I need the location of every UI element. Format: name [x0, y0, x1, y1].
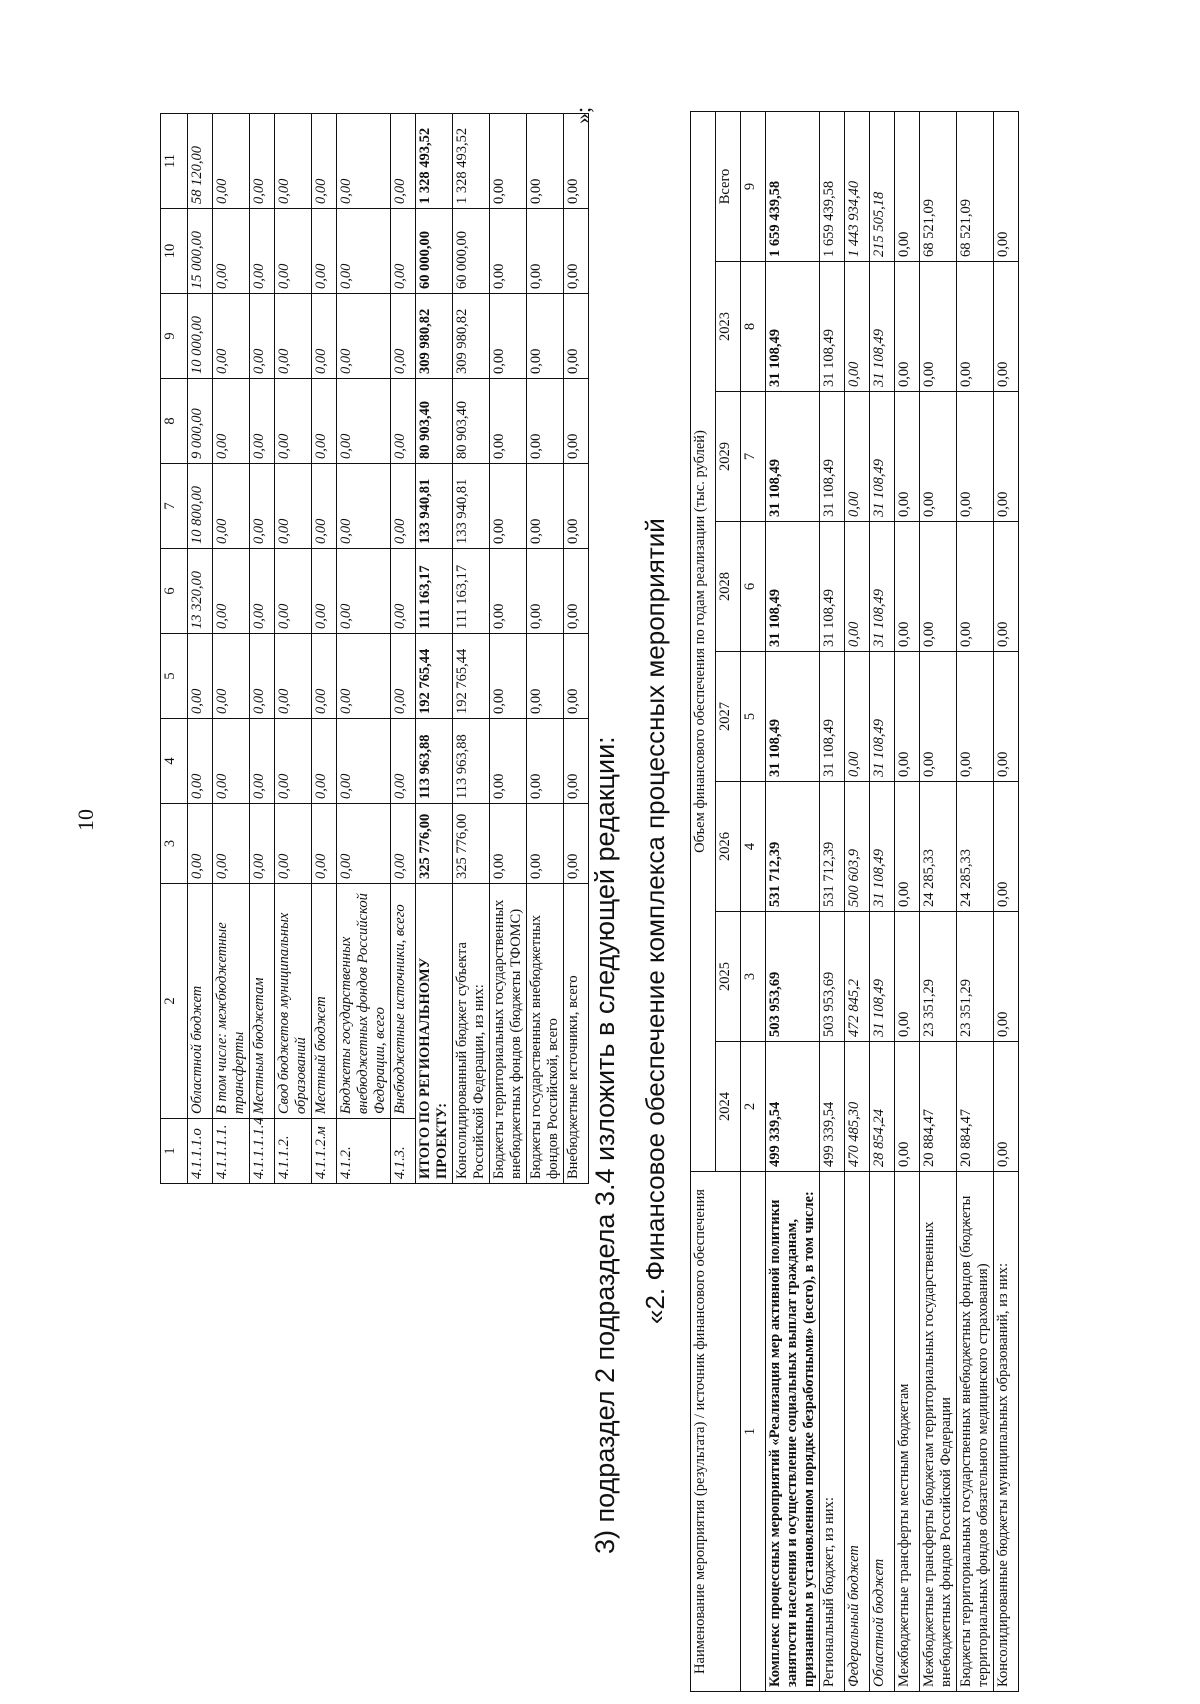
table-row: [957, 111, 994, 1691]
value-cell: 1 328 493,52: [453, 114, 490, 209]
table-row: [275, 114, 312, 1184]
value-cell: 0,00: [895, 392, 920, 522]
value-cell: 31 108,49: [820, 262, 845, 392]
value-cell: 0,00: [250, 634, 275, 719]
value-cell: 0,00: [527, 804, 564, 884]
value-cell: 0,00: [957, 522, 994, 652]
value-cell: 0,00: [213, 294, 250, 379]
value-cell: 325 776,00: [416, 804, 453, 884]
row-code-cell: 4.1.1.1.1.4: [250, 1119, 275, 1184]
value-cell: 503 953,69: [820, 912, 845, 1042]
header-cell: 4: [161, 719, 188, 804]
value-cell: 0,00: [994, 912, 1019, 1042]
value-cell: 0,00: [275, 464, 312, 549]
value-cell: 0,00: [490, 379, 527, 464]
value-cell: 10 800,00: [188, 464, 213, 549]
value-cell: 531 712,39: [766, 782, 820, 912]
value-cell: 499 339,54: [766, 1042, 820, 1172]
header-cell: 7: [161, 464, 188, 549]
value-cell: 1 443 934,40: [845, 111, 870, 261]
row-name-cell: Бюджеты территориальных государственных внебюджетных фондов (бюджеты ТФОМС): [490, 884, 527, 1184]
value-cell: 0,00: [994, 111, 1019, 261]
row-name-cell: Областной бюджет: [870, 1172, 895, 1692]
value-cell: 24 285,33: [920, 782, 957, 912]
value-cell: 0,00: [312, 464, 337, 549]
value-cell: 0,00: [895, 522, 920, 652]
value-cell: 0,00: [994, 782, 1019, 912]
value-cell: 9 000,00: [188, 379, 213, 464]
value-cell: 1 659 439,58: [820, 111, 845, 261]
value-cell: 1 328 493,52: [416, 114, 453, 209]
value-cell: 0,00: [391, 114, 416, 209]
header-cell: 5: [161, 634, 188, 719]
table-row: [416, 114, 453, 1184]
value-cell: 0,00: [895, 111, 920, 261]
value-cell: 531 712,39: [820, 782, 845, 912]
row-name-cell: Внебюджетные источники, всего: [564, 884, 589, 1184]
table-row: [391, 114, 416, 1184]
value-cell: 0,00: [275, 719, 312, 804]
value-cell: 0,00: [275, 379, 312, 464]
value-cell: 0,00: [250, 209, 275, 294]
header-number-cell: 1: [741, 1172, 766, 1692]
value-cell: 0,00: [895, 912, 920, 1042]
page-number: 10: [73, 809, 98, 831]
value-cell: 0,00: [845, 262, 870, 392]
value-cell: 0,00: [920, 262, 957, 392]
value-cell: 0,00: [213, 634, 250, 719]
header-year-cell: 2027: [716, 652, 741, 782]
header-number-cell: 7: [741, 392, 766, 522]
value-cell: 0,00: [895, 652, 920, 782]
value-cell: 0,00: [250, 804, 275, 884]
value-cell: 0,00: [188, 634, 213, 719]
value-cell: 0,00: [957, 652, 994, 782]
value-cell: 0,00: [337, 549, 391, 634]
row-name-cell: Местный бюджет: [312, 884, 337, 1119]
value-cell: 503 953,69: [766, 912, 820, 1042]
header-cell: 11: [161, 114, 188, 209]
value-cell: 0,00: [564, 379, 589, 464]
value-cell: 309 980,82: [416, 294, 453, 379]
value-cell: 0,00: [188, 719, 213, 804]
value-cell: 0,00: [490, 114, 527, 209]
value-cell: 0,00: [527, 549, 564, 634]
value-cell: 0,00: [920, 652, 957, 782]
value-cell: 0,00: [490, 464, 527, 549]
value-cell: 0,00: [994, 1042, 1019, 1172]
value-cell: 15 000,00: [188, 209, 213, 294]
value-cell: 0,00: [490, 804, 527, 884]
value-cell: 13 320,00: [188, 549, 213, 634]
header-cell: 2: [161, 884, 188, 1119]
value-cell: 31 108,49: [766, 392, 820, 522]
row-code-cell: 4.1.1.2.м: [312, 1119, 337, 1184]
table-row: [564, 114, 589, 1184]
value-cell: 309 980,82: [453, 294, 490, 379]
header-cell: Наименование мероприятия (результата) / источник финансового обеспечения: [691, 1172, 741, 1692]
table-row: [845, 111, 870, 1691]
value-cell: 111 163,17: [416, 549, 453, 634]
value-cell: 0,00: [275, 114, 312, 209]
value-cell: 20 884,47: [920, 1042, 957, 1172]
value-cell: 0,00: [250, 379, 275, 464]
value-cell: 23 351,29: [957, 912, 994, 1042]
value-cell: 0,00: [920, 522, 957, 652]
row-name-cell: Внебюджетные источники, всего: [391, 884, 416, 1119]
value-cell: 0,00: [188, 804, 213, 884]
value-cell: 0,00: [920, 392, 957, 522]
header-number-cell: 9: [741, 111, 766, 261]
row-code-cell: 4.1.3.: [391, 1119, 416, 1184]
value-cell: 0,00: [564, 464, 589, 549]
value-cell: 472 845,2: [845, 912, 870, 1042]
row-name-cell: Комплекс процессных мероприятий «Реализация мер активной политики занятости населения и осуществление социальных выплат гражданам, признанным в установленном порядке безработными» (всего), в том числе:: [766, 1172, 820, 1692]
value-cell: 28 854,24: [870, 1042, 895, 1172]
header-cell: 8: [161, 379, 188, 464]
value-cell: 0,00: [527, 634, 564, 719]
value-cell: 0,00: [490, 294, 527, 379]
value-cell: 31 108,49: [766, 262, 820, 392]
value-cell: 68 521,09: [920, 111, 957, 261]
value-cell: 0,00: [564, 634, 589, 719]
value-cell: 0,00: [250, 549, 275, 634]
value-cell: 111 163,17: [453, 549, 490, 634]
row-name-cell: Консолидированный бюджет субъекта Российской Федерации, из них:: [453, 884, 490, 1184]
header-number-cell: 3: [741, 912, 766, 1042]
value-cell: 113 963,88: [453, 719, 490, 804]
value-cell: 0,00: [312, 634, 337, 719]
value-cell: 0,00: [312, 719, 337, 804]
table-header-row: [691, 111, 716, 1691]
value-cell: 0,00: [213, 719, 250, 804]
row-name-cell: В том числе: межбюджетные трансферты: [213, 884, 250, 1119]
value-cell: 0,00: [250, 464, 275, 549]
value-cell: 0,00: [275, 634, 312, 719]
row-name-cell: Местным бюджетам: [250, 884, 275, 1119]
value-cell: 0,00: [564, 294, 589, 379]
value-cell: 192 765,44: [416, 634, 453, 719]
row-code-cell: 4.1.1.1.о: [188, 1119, 213, 1184]
value-cell: 0,00: [994, 392, 1019, 522]
table-row: [766, 111, 820, 1691]
header-cell: 6: [161, 549, 188, 634]
value-cell: 0,00: [895, 782, 920, 912]
value-cell: 0,00: [564, 114, 589, 209]
value-cell: 0,00: [312, 549, 337, 634]
value-cell: 0,00: [527, 464, 564, 549]
row-name-cell: Межбюджетные трансферты местным бюджетам: [895, 1172, 920, 1692]
row-name-cell: Федеральный бюджет: [845, 1172, 870, 1692]
value-cell: 0,00: [527, 209, 564, 294]
header-cell: 9: [161, 294, 188, 379]
row-name-cell: Межбюджетные трансферты бюджетам территориальных государственных внебюджетных фондов Российской Федерации: [920, 1172, 957, 1692]
value-cell: 31 108,49: [870, 392, 895, 522]
header-cell: 3: [161, 804, 188, 884]
header-year-cell: Всего: [716, 111, 741, 261]
value-cell: 60 000,00: [416, 209, 453, 294]
header-group-cell: Объем финансового обеспечения по годам реализации (тыс. рублей): [691, 111, 716, 1171]
header-year-cell: 2029: [716, 392, 741, 522]
regional-project-table: [160, 113, 589, 1184]
value-cell: 325 776,00: [453, 804, 490, 884]
value-cell: 0,00: [895, 1042, 920, 1172]
closing-quote: »;: [570, 106, 595, 124]
section-title: «2. Финансовое обеспечение комплекса процессных мероприятий: [640, 518, 670, 1324]
value-cell: 0,00: [312, 114, 337, 209]
value-cell: 0,00: [337, 294, 391, 379]
value-cell: 0,00: [490, 209, 527, 294]
value-cell: 0,00: [527, 379, 564, 464]
value-cell: 0,00: [312, 294, 337, 379]
row-name-cell: ИТОГО ПО РЕГИОНАЛЬНОМУ ПРОЕКТУ:: [416, 884, 453, 1184]
header-year-cell: 2026: [716, 782, 741, 912]
value-cell: 0,00: [275, 804, 312, 884]
value-cell: 0,00: [391, 634, 416, 719]
value-cell: 0,00: [250, 719, 275, 804]
table-row: [312, 114, 337, 1184]
table-row: [994, 111, 1019, 1691]
value-cell: 0,00: [391, 209, 416, 294]
value-cell: 0,00: [957, 392, 994, 522]
value-cell: 0,00: [564, 719, 589, 804]
value-cell: 80 903,40: [453, 379, 490, 464]
value-cell: 0,00: [490, 719, 527, 804]
row-name-cell: Областной бюджет: [188, 884, 213, 1119]
header-number-cell: 8: [741, 262, 766, 392]
header-number-cell: 2: [741, 1042, 766, 1172]
row-name-cell: Бюджеты территориальных государственных внебюджетных фондов (бюджеты территориальных фондов обязательного медицинского страхования): [957, 1172, 994, 1692]
table-row: [337, 114, 391, 1184]
row-code-cell: 4.1.1.2.: [275, 1119, 312, 1184]
header-year-cell: 2023: [716, 262, 741, 392]
value-cell: 0,00: [275, 294, 312, 379]
header-number-cell: 4: [741, 782, 766, 912]
table-row: [895, 111, 920, 1691]
value-cell: 0,00: [213, 549, 250, 634]
table-row: [527, 114, 564, 1184]
value-cell: 0,00: [312, 379, 337, 464]
value-cell: 0,00: [845, 522, 870, 652]
value-cell: 0,00: [213, 379, 250, 464]
row-name-cell: Консолидированные бюджеты муниципальных образований, из них:: [994, 1172, 1019, 1692]
value-cell: 0,00: [895, 262, 920, 392]
value-cell: 0,00: [312, 804, 337, 884]
value-cell: 0,00: [337, 719, 391, 804]
row-code-cell: 4.1.2.: [337, 1119, 391, 1184]
value-cell: 0,00: [337, 379, 391, 464]
table-row: [188, 114, 213, 1184]
value-cell: 0,00: [391, 294, 416, 379]
value-cell: 60 000,00: [453, 209, 490, 294]
value-cell: 0,00: [250, 294, 275, 379]
row-code-cell: 4.1.1.1.1.: [213, 1119, 250, 1184]
financial-support-table: [690, 111, 1019, 1692]
header-year-cell: 2024: [716, 1042, 741, 1172]
value-cell: 0,00: [994, 262, 1019, 392]
value-cell: 0,00: [337, 634, 391, 719]
value-cell: 0,00: [845, 652, 870, 782]
value-cell: 1 659 439,58: [766, 111, 820, 261]
value-cell: 0,00: [564, 209, 589, 294]
value-cell: 10 000,00: [188, 294, 213, 379]
value-cell: 113 963,88: [416, 719, 453, 804]
value-cell: 24 285,33: [957, 782, 994, 912]
value-cell: 20 884,47: [957, 1042, 994, 1172]
table-row: [250, 114, 275, 1184]
value-cell: 133 940,81: [416, 464, 453, 549]
value-cell: 0,00: [337, 114, 391, 209]
value-cell: 133 940,81: [453, 464, 490, 549]
table-row: [920, 111, 957, 1691]
value-cell: 0,00: [213, 209, 250, 294]
value-cell: 31 108,49: [820, 652, 845, 782]
value-cell: 31 108,49: [870, 522, 895, 652]
value-cell: 0,00: [337, 209, 391, 294]
amendment-paragraph: 3) подраздел 2 подраздела 3.4 изложить в следующей редакции:: [590, 736, 620, 1554]
value-cell: 470 485,30: [845, 1042, 870, 1172]
value-cell: 0,00: [957, 262, 994, 392]
header-number-cell: 6: [741, 522, 766, 652]
value-cell: 0,00: [391, 379, 416, 464]
value-cell: 0,00: [391, 719, 416, 804]
value-cell: 0,00: [564, 804, 589, 884]
table-row: [820, 111, 845, 1691]
value-cell: 68 521,09: [957, 111, 994, 261]
value-cell: 31 108,49: [766, 652, 820, 782]
value-cell: 0,00: [213, 804, 250, 884]
value-cell: 0,00: [994, 522, 1019, 652]
value-cell: 31 108,49: [820, 392, 845, 522]
value-cell: 215 505,18: [870, 111, 895, 261]
table-row: [453, 114, 490, 1184]
header-number-cell: 5: [741, 652, 766, 782]
row-name-cell: Свод бюджетов муниципальных образований: [275, 884, 312, 1119]
value-cell: 0,00: [250, 114, 275, 209]
value-cell: 0,00: [275, 209, 312, 294]
value-cell: 0,00: [994, 652, 1019, 782]
value-cell: 0,00: [527, 114, 564, 209]
value-cell: 31 108,49: [870, 652, 895, 782]
value-cell: 192 765,44: [453, 634, 490, 719]
value-cell: 0,00: [337, 804, 391, 884]
value-cell: 31 108,49: [870, 262, 895, 392]
value-cell: 31 108,49: [820, 522, 845, 652]
value-cell: 0,00: [527, 719, 564, 804]
value-cell: 0,00: [312, 209, 337, 294]
value-cell: 499 339,54: [820, 1042, 845, 1172]
value-cell: 0,00: [564, 549, 589, 634]
value-cell: 0,00: [527, 294, 564, 379]
table-row: [870, 111, 895, 1691]
value-cell: 0,00: [213, 114, 250, 209]
table-header-row: [161, 114, 188, 1184]
value-cell: 0,00: [275, 549, 312, 634]
table-row: [490, 114, 527, 1184]
row-name-cell: Бюджеты государственных внебюджетных фондов Российской, всего: [527, 884, 564, 1184]
value-cell: 31 108,49: [766, 522, 820, 652]
header-cell: 10: [161, 209, 188, 294]
value-cell: 500 603,9: [845, 782, 870, 912]
value-cell: 31 108,49: [870, 912, 895, 1042]
value-cell: 0,00: [213, 464, 250, 549]
value-cell: 0,00: [391, 804, 416, 884]
value-cell: 58 120,00: [188, 114, 213, 209]
value-cell: 31 108,49: [870, 782, 895, 912]
value-cell: 0,00: [391, 549, 416, 634]
value-cell: 0,00: [391, 464, 416, 549]
value-cell: 80 903,40: [416, 379, 453, 464]
value-cell: 0,00: [845, 392, 870, 522]
value-cell: 0,00: [490, 549, 527, 634]
header-year-cell: 2028: [716, 522, 741, 652]
value-cell: 0,00: [337, 464, 391, 549]
table-row: [213, 114, 250, 1184]
row-name-cell: Бюджеты государственных внебюджетных фондов Российской Федерации, всего: [337, 884, 391, 1119]
table-number-row: [741, 111, 766, 1691]
value-cell: 0,00: [490, 634, 527, 719]
header-year-cell: 2025: [716, 912, 741, 1042]
value-cell: 23 351,29: [920, 912, 957, 1042]
header-cell: 1: [161, 1119, 188, 1184]
row-name-cell: Региональный бюджет, из них:: [820, 1172, 845, 1692]
